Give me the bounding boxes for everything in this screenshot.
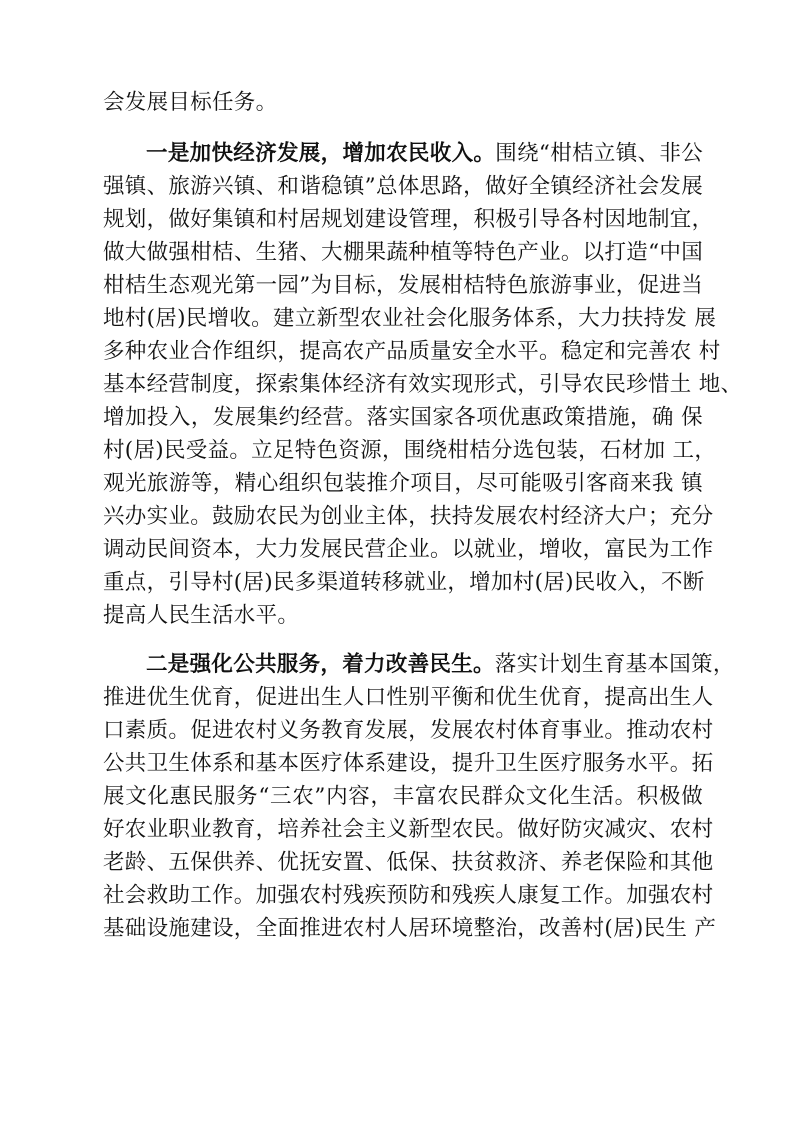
paragraph-heading: 二是强化公共服务，着力改善民生。 [146,652,495,677]
text-line: 社会救助工作。加强农村残疾预防和残疾人康复工作。加强农村 [103,883,714,908]
text-line: 基本经营制度，探索集体经济有效实现形式，引导农民珍惜土 地、 [103,372,743,397]
text-line: 提高人民生活水平。 [103,603,300,628]
text-line: 多种农业合作组织，提高农产品质量安全水平。稳定和完善农 村 [103,339,721,364]
text-line: 老龄、五保供养、优抚安置、低保、扶贫救济、养老保险和其他 [103,850,714,875]
text-line: 基础设施建设，全面推进农村人居环境整治，改善村(居)民生 产 [103,916,717,941]
paragraph-first-line-text: 落实计划生育基本国策， [494,652,735,677]
text-line: 村(居)民受益。立足特色资源，围绕柑桔分选包装，石材加 工， [103,438,717,463]
text-line: 口素质。促进农村义务教育发展，发展农村体育事业。推动农村 [103,718,714,743]
text-line: 展文化惠民服务“三农”内容，丰富农民群众文化生活。积极做 [103,784,703,809]
text-line: 增加投入，发展集约经营。落实国家各项优惠政策措施，确 保 [103,405,703,430]
text-line: 重点，引导村(居)民多渠道转移就业，增加村(居)民收入，不断 [103,570,705,595]
text-line: 好农业职业教育，培养社会主义新型农民。做好防灾减灾、农村 [103,817,714,842]
text-line: 规划，做好集镇和村居规划建设管理，积极引导各村因地制宜， [103,207,714,232]
paragraph-first-line [146,139,703,169]
text-line: 柑桔生态观光第一园”为目标，发展柑桔特色旅游事业，促进当 [103,273,703,298]
text-line: 强镇、旅游兴镇、和谐稳镇”总体思路，做好全镇经济社会发展 [103,174,703,199]
text-line: 公共卫生体系和基本医疗体系建设，提升卫生医疗服务水平。拓 [103,751,714,776]
text-line: 调动民间资本，大力发展民营企业。以就业，增收，富民为工作 [103,537,714,562]
text-line: 地村(居)民增收。建立新型农业社会化服务体系，大力扶持发 展 [103,306,717,331]
text-line: 兴办实业。鼓励农民为创业主体，扶持发展农村经济大户；充分 [103,504,714,529]
paragraph-heading: 一是加快经济发展，增加农民收入。 [146,141,496,166]
text-line: 推进优生优育，促进出生人口性别平衡和优生优育，提高出生人 [103,685,714,710]
text-line: 观光旅游等，精心组织包装推介项目，尽可能吸引客商来我 镇 [103,471,703,496]
text-line: 会发展目标任务。 [103,90,278,115]
text-line: 做大做强柑桔、生猪、大棚果蔬种植等特色产业。以打造“中国 [103,240,703,265]
paragraph-first-line-text: 围绕“柑桔立镇、非公 [495,141,703,166]
paragraph-first-line [146,650,735,680]
